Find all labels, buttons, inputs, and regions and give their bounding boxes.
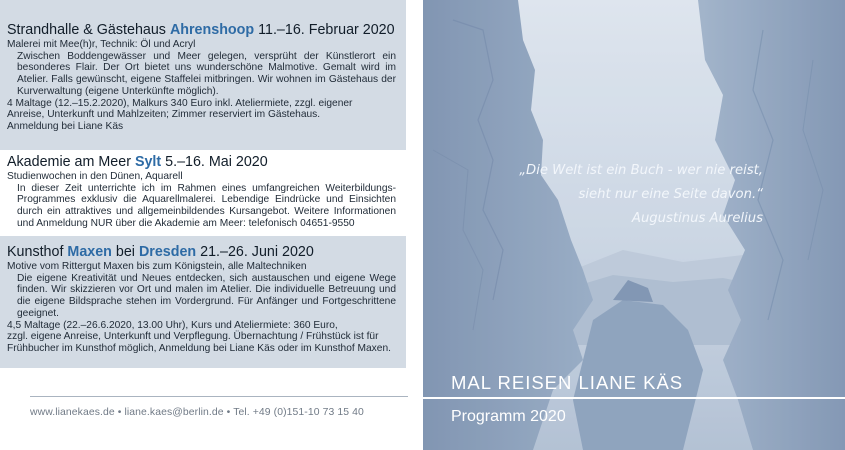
event-sylt	[0, 150, 406, 236]
event-dates: 5.–16. Mai 2020	[161, 154, 268, 170]
event-description: In dieser Zeit unterrichte ich im Rahmen eines umfangreichen Weiterbildungs-Programmes exklusiv die Aquarellmalerei. Lebendige Eindrücke und Einsichten durch ein attraktives und allgemeinbildendes Kursangebot. Weitere Informationen und Anmeldung NUR über die Akademie am Meer: telefonisch 04651-9550	[17, 182, 396, 229]
event-place: Ahrenshoop	[169, 22, 255, 38]
quote-author: Augustinus Aurelius	[631, 210, 763, 226]
program-year: Programm 2020	[451, 408, 566, 425]
event-title	[7, 244, 396, 261]
event-venue: Strandhalle & Gästehaus	[7, 22, 170, 38]
brand-divider	[423, 397, 845, 399]
event-detail: 4,5 Maltage (22.–26.6.2020, 13.00 Uhr), Kurs und Ateliermiete: 360 Euro,	[7, 319, 338, 331]
event-title	[7, 154, 396, 171]
quote-line: „Die Welt ist ein Buch - wer nie reist,	[519, 163, 763, 178]
event-title-connector: bei	[111, 244, 139, 260]
quote-line: sieht nur eine Seite davon.“	[578, 186, 763, 202]
event-place: Sylt	[134, 154, 162, 170]
event-dates: 21.–26. Juni 2020	[196, 244, 314, 260]
program-list	[0, 0, 408, 450]
event-venue: Kunsthof	[7, 244, 68, 260]
cover-panel	[423, 0, 845, 450]
event-place: Maxen	[67, 244, 112, 260]
event-description: Die eigene Kreativität und Neues entdecken, sich austauschen und eigene Wege finden. Wir skizzieren vor Ort und malen im Atelier. Die individuelle Betreuung und die eigene Bildsprache stehen im Vordergrund. Für Anfänger und Fortgeschrittene geeignet.	[17, 272, 396, 319]
event-maxen	[0, 236, 406, 368]
event-title	[7, 22, 396, 39]
event-detail: Frühbucher im Kunsthof möglich, Anmeldung bei Liane Käs oder im Kunsthof Maxen.	[7, 342, 391, 354]
event-place-city: Dresden	[138, 244, 197, 260]
event-detail: zzgl. eigene Anreise, Unterkunft und Verpflegung. Übernachtung / Frühstück ist für	[7, 331, 379, 343]
event-description: Zwischen Boddengewässer und Meer gelegen, versprüht der Künstlerort ein besonderes Flair. Der Ort bietet uns wunderschöne Malmotive. Gemalt wird im Atelier. Falls gewünscht, eigene Staffelei mitbringen. Wir wohnen im Gästehaus der Kurverwaltung (eigene Unterkünfte möglich).	[17, 50, 396, 97]
quote-block	[519, 159, 763, 230]
footer-divider	[30, 396, 408, 397]
event-detail: 4 Maltage (12.–15.2.2020), Malkurs 340 Euro inkl. Ateliermiete, zzgl. eigener	[7, 97, 353, 109]
contact-footer: www.lianekaes.de • liane.kaes@berlin.de • Tel. +49 (0)151-10 73 15 40	[30, 407, 364, 418]
event-subtitle: Malerei mit Mee(h)r, Technik: Öl und Acryl	[7, 39, 196, 50]
event-subtitle: Studienwochen in den Dünen, Aquarell	[7, 171, 183, 182]
event-ahrenshoop	[0, 0, 406, 150]
event-dates: 11.–16. Februar 2020	[254, 22, 395, 38]
event-detail: Anmeldung bei Liane Käs	[7, 120, 124, 132]
event-subtitle: Motive vom Rittergut Maxen bis zum Königstein, alle Maltechniken	[7, 261, 307, 272]
brand-title: MAL REISEN LIANE KÄS	[451, 372, 684, 393]
event-venue: Akademie am Meer	[7, 154, 135, 170]
event-detail: Anreise, Unterkunft und Mahlzeiten; Zimmer reserviert im Gästehaus.	[7, 109, 321, 121]
